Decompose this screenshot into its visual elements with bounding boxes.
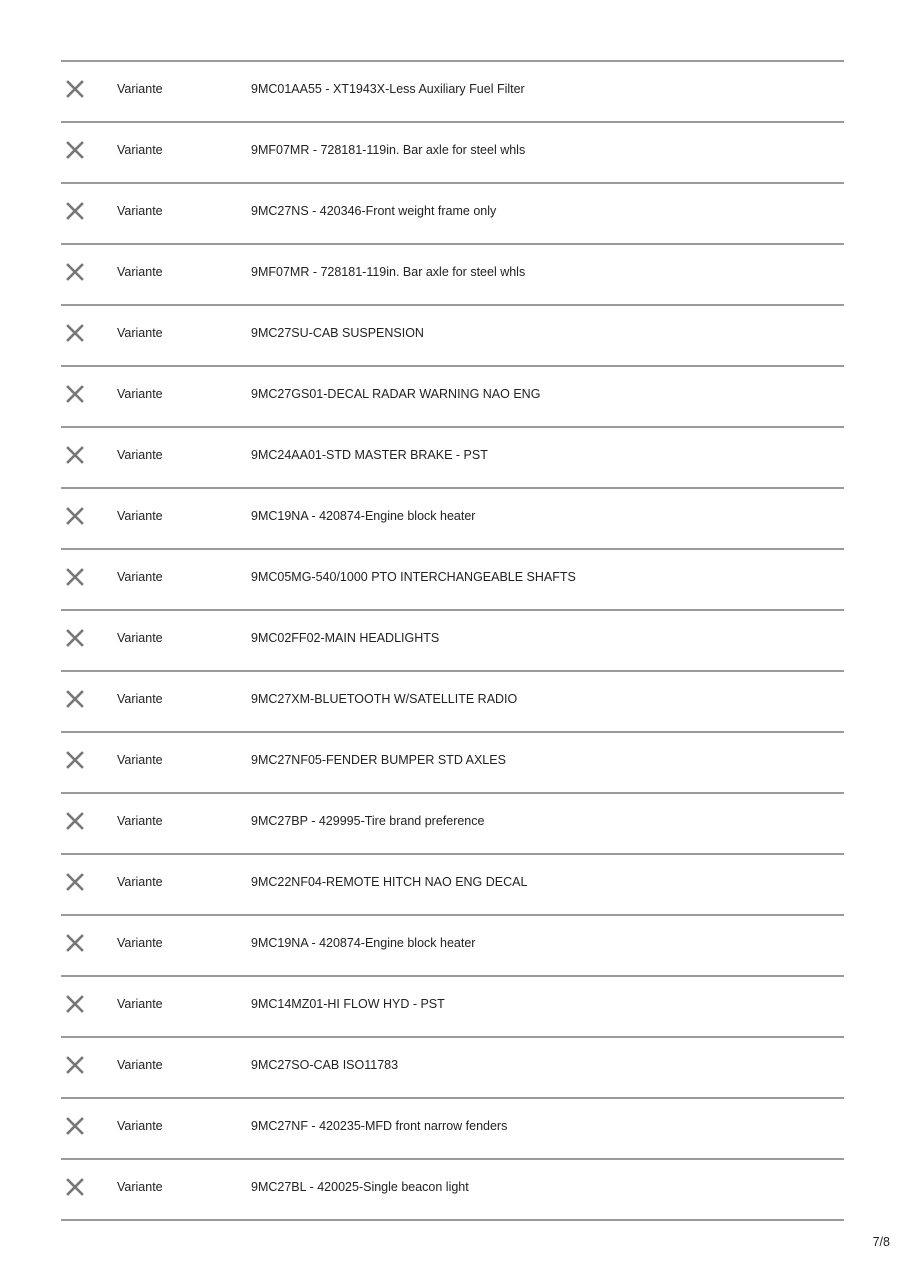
row-description: 9MC05MG-540/1000 PTO INTERCHANGEABLE SHAFTS: [251, 570, 576, 584]
close-x-icon: [66, 80, 84, 98]
row-description: 9MF07MR - 728181-119in. Bar axle for steel whls: [251, 143, 526, 157]
row-type-label: Variante: [117, 570, 163, 584]
row-type-label: Variante: [117, 82, 163, 96]
close-x-icon: [66, 629, 84, 647]
row-type-label: Variante: [117, 326, 163, 340]
row-type-label: Variante: [117, 1058, 163, 1072]
close-x-icon: [66, 385, 84, 403]
page-number: 7/8: [872, 1235, 890, 1249]
row-type-label: Variante: [117, 143, 163, 157]
list-item: [61, 611, 844, 672]
row-type-label: Variante: [117, 692, 163, 706]
close-x-icon: [66, 507, 84, 525]
list-item: [61, 367, 844, 428]
close-x-icon: [66, 1178, 84, 1196]
row-description: 9MC19NA - 420874-Engine block heater: [251, 936, 476, 950]
list-item: [61, 672, 844, 733]
row-type-label: Variante: [117, 631, 163, 645]
list-item: [61, 306, 844, 367]
row-description: 9MC24AA01-STD MASTER BRAKE - PST: [251, 448, 488, 462]
close-x-icon: [66, 263, 84, 281]
row-type-label: Variante: [117, 814, 163, 828]
close-x-icon: [66, 690, 84, 708]
variant-list: [61, 60, 844, 1221]
close-x-icon: [66, 934, 84, 952]
row-description: 9MC27SU-CAB SUSPENSION: [251, 326, 424, 340]
close-x-icon: [66, 751, 84, 769]
list-item: [61, 855, 844, 916]
list-item: [61, 977, 844, 1038]
list-item: [61, 1160, 844, 1221]
row-type-label: Variante: [117, 997, 163, 1011]
row-type-label: Variante: [117, 387, 163, 401]
row-description: 9MC01AA55 - XT1943X-Less Auxiliary Fuel Filter: [251, 82, 525, 96]
list-item: [61, 489, 844, 550]
list-item: [61, 916, 844, 977]
close-x-icon: [66, 141, 84, 159]
close-x-icon: [66, 873, 84, 891]
row-type-label: Variante: [117, 1180, 163, 1194]
row-type-label: Variante: [117, 1119, 163, 1133]
list-item: [61, 123, 844, 184]
list-item: [61, 550, 844, 611]
list-item: [61, 1099, 844, 1160]
list-item: [61, 184, 844, 245]
list-item: [61, 733, 844, 794]
row-description: 9MC27NS - 420346-Front weight frame only: [251, 204, 497, 218]
close-x-icon: [66, 1117, 84, 1135]
row-type-label: Variante: [117, 265, 163, 279]
close-x-icon: [66, 202, 84, 220]
row-description: 9MC27XM-BLUETOOTH W/SATELLITE RADIO: [251, 692, 518, 706]
row-type-label: Variante: [117, 448, 163, 462]
close-x-icon: [66, 1056, 84, 1074]
row-type-label: Variante: [117, 509, 163, 523]
list-item: [61, 62, 844, 123]
row-description: 9MC02FF02-MAIN HEADLIGHTS: [251, 631, 440, 645]
close-x-icon: [66, 812, 84, 830]
row-description: 9MC14MZ01-HI FLOW HYD - PST: [251, 997, 445, 1011]
row-type-label: Variante: [117, 875, 163, 889]
row-description: 9MC27NF05-FENDER BUMPER STD AXLES: [251, 753, 506, 767]
row-description: 9MC27SO-CAB ISO11783: [251, 1058, 399, 1072]
row-description: 9MC27GS01-DECAL RADAR WARNING NAO ENG: [251, 387, 541, 401]
list-item: [61, 245, 844, 306]
close-x-icon: [66, 324, 84, 342]
row-description: 9MC27BP - 429995-Tire brand preference: [251, 814, 485, 828]
close-x-icon: [66, 995, 84, 1013]
list-item: [61, 428, 844, 489]
close-x-icon: [66, 568, 84, 586]
row-type-label: Variante: [117, 936, 163, 950]
list-item: [61, 1038, 844, 1099]
row-description: 9MC19NA - 420874-Engine block heater: [251, 509, 476, 523]
row-description: 9MC27BL - 420025-Single beacon light: [251, 1180, 469, 1194]
row-type-label: Variante: [117, 753, 163, 767]
row-description: 9MC22NF04-REMOTE HITCH NAO ENG DECAL: [251, 875, 528, 889]
row-type-label: Variante: [117, 204, 163, 218]
close-x-icon: [66, 446, 84, 464]
row-description: 9MF07MR - 728181-119in. Bar axle for steel whls: [251, 265, 526, 279]
list-item: [61, 794, 844, 855]
row-description: 9MC27NF - 420235-MFD front narrow fenders: [251, 1119, 508, 1133]
